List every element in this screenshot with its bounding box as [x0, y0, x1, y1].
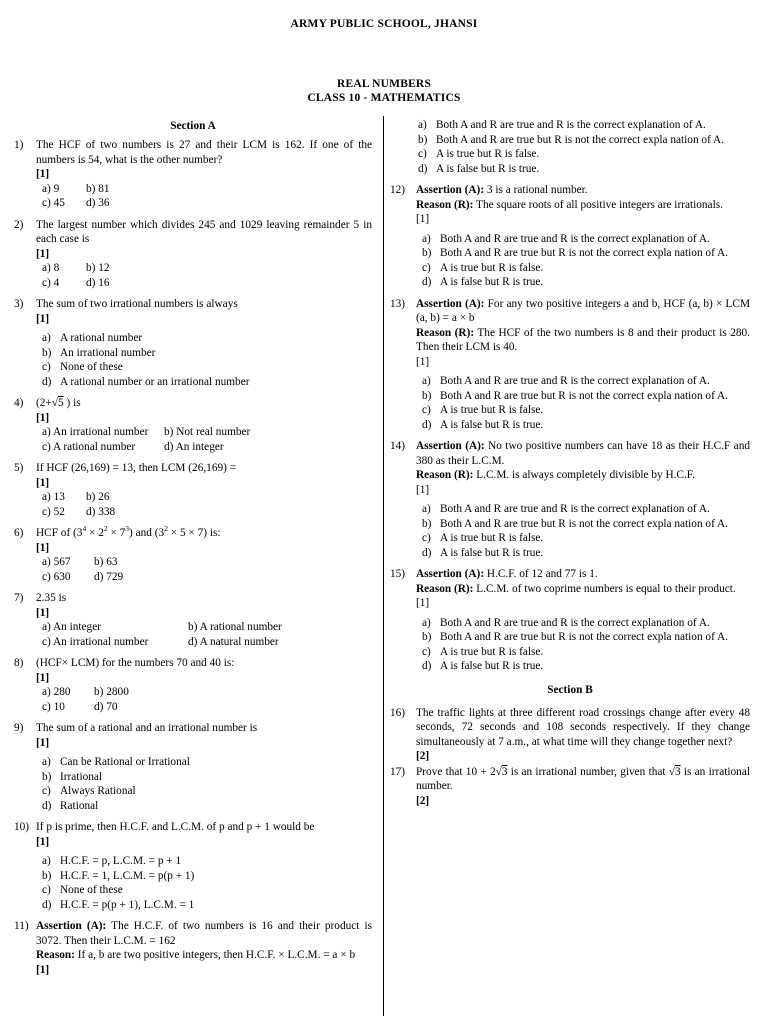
option: 10 [53, 700, 65, 713]
question-6: 6) HCF of $(3^4 \times 2^2 \times 7^3)$ and $(3^2 \times 5 \times 7)$ is: [1] a) 567 b) 63 c) 630 d) 729 [14, 526, 372, 584]
question-12: 12) Assertion (A): 3 is a rational number. Reason (R): The square roots of all positive integers are irrationals. [1] a) Both A and R are true and R is the correct explanation of A. b) Both A and R are true but R is not the correct expla nation of A. c) A is true but R is false. d) A is false but R is true. [390, 183, 750, 290]
option: Both A and R are true but R is not the correct expla nation of A. [440, 517, 729, 530]
reason-text: Reason (R): L.C.M. of two coprime numbers is equal to their product. [416, 582, 736, 595]
option: Both A and R are true but R is not the correct expla nation of A. [440, 389, 729, 402]
question-text: If p is prime, then H.C.F. and L.C.M. of p and p + 1 would be [36, 821, 315, 833]
option: Not real number [176, 426, 251, 438]
option: 338 [98, 505, 116, 518]
question-number: 15) [390, 568, 406, 580]
marks: [1] [36, 476, 50, 489]
question-number: 17) [390, 765, 406, 778]
option: An irrational number [60, 346, 156, 359]
marks: [1] [36, 168, 50, 180]
question-number: 14) [390, 440, 406, 452]
option: A is true but R is false. [440, 261, 544, 274]
marks: [1] [36, 411, 50, 424]
option: 8 [53, 262, 60, 274]
option: 630 [53, 570, 71, 583]
marks: [1] [36, 606, 50, 619]
option: H.C.F. = p(p + 1), L.C.M. = 1 [60, 898, 195, 911]
question-text: Prove that 10 + 2√3 is an irrational number, given that √3 is an irrational number. [416, 765, 750, 792]
option: A is true but R is false. [436, 148, 540, 160]
option: 12 [98, 262, 110, 274]
option: 36 [98, 197, 110, 209]
left-column [14, 118, 372, 984]
option: 63 [106, 556, 118, 568]
section-b-heading: Section B [547, 683, 593, 696]
option: 567 [53, 556, 71, 568]
option: A is false but R is true. [440, 546, 544, 559]
question-number: 7) [14, 592, 24, 604]
question-text: HCF of $(3^4 \times 2^2 \times 7^3)$ and $(3^2 \times 5 \times 7)$ is: [36, 524, 221, 539]
marks: [1] [416, 483, 430, 496]
marks: [1] [36, 671, 50, 684]
option: A is false but R is true. [440, 276, 544, 288]
option: Both A and R are true but R is not the correct expla nation of A. [436, 133, 725, 146]
question-11-options: a) Both A and R are true and R is the correct explanation of A. b) Both A and R are true but R is not the correct expla nation of A. c) A is true but R is false. d) A is false but R is true. [418, 119, 725, 175]
reason-text: Reason (R): The square roots of all positive integers are irrationals. [416, 198, 723, 211]
option: A is true but R is false. [440, 404, 544, 416]
option: An integer [52, 621, 101, 633]
question-text: (2+√5 ) is [36, 397, 81, 409]
question-number: 8) [14, 657, 24, 669]
option: A rational number [199, 621, 282, 633]
assertion-text: Assertion (A): No two positive numbers can have 18 as their H.C.F and 380 as their L.C.M. [416, 440, 750, 467]
question-10: 10) If p is prime, then H.C.F. and L.C.M. of p and p + 1 would be [1] a) H.C.F. = p, L.C.M. = p + 1 b) H.C.F. = 1, L.C.M. = p(p + 1) c) None of these d) H.C.F. = p(p + 1), L.C.M. = 1 [14, 820, 372, 912]
marks: [2] [416, 750, 430, 762]
section-a-heading: Section A [170, 120, 216, 132]
question-7: 7) 2.35 is [1] a) An integer b) A rational number c) An irrational number d) A natural number [14, 591, 372, 649]
option: 16 [98, 276, 110, 289]
question-number: 10) [14, 821, 30, 833]
option: A is true but R is false. [440, 645, 544, 658]
question-text: The sum of two irrational numbers is always [36, 298, 238, 310]
question-number: 1) [14, 139, 24, 151]
option: 45 [53, 197, 65, 209]
option: An integer [175, 440, 224, 453]
option: A is true but R is false. [440, 532, 544, 544]
marks: [2] [416, 794, 430, 807]
marks: [1] [36, 835, 50, 848]
option: A is false but R is true. [440, 660, 544, 672]
question-9: 9) The sum of a rational and an irrational number is [1] a) Can be Rational or Irrational b) Irrational c) Always Rational d) Rational [14, 721, 372, 813]
question-text: (HCF× LCM) for the numbers 70 and 40 is: [36, 657, 235, 669]
assertion-text: Assertion (A): The H.C.F. of two numbers is 16 and their product is 3072. Then their L.C.M. = 162 [36, 920, 372, 947]
marks: [1] [36, 541, 50, 554]
option: 70 [106, 700, 118, 713]
question-number: 11) [14, 920, 29, 932]
reason-text: Reason (R): The HCF of the two numbers is 8 and their product is 280. Then their LCM is 40. [416, 326, 750, 353]
option: H.C.F. = 1, L.C.M. = p(p + 1) [60, 869, 195, 882]
question-number: 12) [390, 184, 406, 196]
option: Rational [60, 799, 99, 812]
column-divider [383, 116, 384, 1016]
marks: [1] [416, 597, 430, 609]
option: None of these [60, 361, 123, 373]
marks: [1] [416, 213, 430, 225]
option: Both A and R are true and R is the correct explanation of A. [440, 232, 710, 245]
option: H.C.F. = p, L.C.M. = p + 1 [60, 855, 182, 867]
option: Both A and R are true and R is the correct explanation of A. [440, 616, 710, 629]
option: 9 [53, 182, 60, 195]
marks: [1] [36, 312, 50, 325]
question-number: 16) [390, 706, 406, 719]
reason-text: Reason: If a, b are two positive integers, then H.C.F. × L.C.M. = a × b [36, 949, 356, 961]
question-15: 15) Assertion (A): H.C.F. of 12 and 77 is 1. Reason (R): L.C.M. of two coprime numbers is equal to their product. [1] a) Both A and R are true and R is the correct explanation of A. b) Both A and R are true but R is not the correct expla nation of A. c) A is true but R is false. d) A is false but R is true. [390, 567, 750, 674]
option: An irrational number [52, 635, 149, 648]
option: A rational number [52, 440, 136, 453]
question-number: 6) [14, 527, 24, 539]
assertion-text: Assertion (A): H.C.F. of 12 and 77 is 1. [416, 568, 598, 580]
question-2: 2) The largest number which divides 245 and 1029 leaving remainder 5 in each case is [1] a) 8 b) 12 c) 4 d) 16 [14, 218, 372, 289]
document-subtitle: CLASS 10 - MATHEMATICS [307, 92, 461, 104]
option: A rational number or an irrational number [60, 375, 250, 388]
option: A is false but R is true. [440, 418, 544, 431]
option: 26 [98, 491, 110, 503]
marks: [1] [36, 736, 50, 749]
option: 2800 [106, 686, 129, 698]
question-text: The largest number which divides 245 and 1029 leaving remainder 5 in each case is [36, 218, 372, 245]
question-8: 8) (HCF× LCM) for the numbers 70 and 40 is: [1] a) 280 b) 2800 c) 10 d) 70 [14, 656, 372, 714]
option: Both A and R are true and R is the correct explanation of A. [440, 375, 710, 387]
question-14: 14) Assertion (A): No two positive numbers can have 18 as their H.C.F and 380 as their L.C.M. Reason (R): L.C.M. is always completely divisible by H.C.F. [1] a) Both A and R are true and R is the correct explanation of A. b) Both A and R are true but R is not the correct expla nation of A. c) A is true but R is false. d) A is false but R is true. [390, 440, 750, 559]
question-text: The traffic lights at three different road crossings change after every 48 seconds, 72 seconds and 108 seconds respectively. If they change simultaneously at 7 a.m., at what time will they change together next? [416, 706, 750, 748]
option: 81 [98, 182, 110, 195]
question-13: 13) Assertion (A): For any two positive integers a and b, HCF (a, b) × LCM (a, b) = a × b Reason (R): The HCF of the two numbers is 8 and their product is 280. Then their LCM is 40. [1] a) Both A and R are true and R is the correct explanation of A. b) Both A and R are true but R is not the correct expla nation of A. c) A is true but R is false. d) A is false but R is true. [390, 297, 750, 431]
option: Both A and R are true but R is not the correct expla nation of A. [440, 631, 729, 643]
question-text: The HCF of two numbers is 27 and their LCM is 162. If one of the numbers is 54, what is the other number? [36, 139, 372, 166]
question-number: 2) [14, 218, 24, 231]
option: 13 [53, 491, 65, 503]
reason-text: Reason (R): L.C.M. is always completely divisible by H.C.F. [416, 469, 695, 481]
question-16 [390, 706, 750, 764]
option: None of these [60, 884, 123, 896]
question-number: 4) [14, 397, 24, 409]
question-17 [390, 765, 750, 809]
question-4: 4) (2+√5 ) is [1] a) An irrational number b) Not real number c) A rational number d) An integer [14, 396, 372, 454]
option: Both A and R are true and R is the correct explanation of A. [436, 119, 706, 131]
question-number: 9) [14, 722, 24, 734]
question-3: 3) The sum of two irrational numbers is always [1] a) A rational number b) An irrational number c) None of these d) A rational number or an irrational number [14, 297, 372, 389]
question-1: 1) The HCF of two numbers is 27 and their LCM is 162. If one of the numbers is 54, what is the other number? [1] a) 9 b) 81 c) 45 d) 36 [14, 139, 372, 209]
option: Irrational [60, 770, 103, 783]
option: 280 [53, 686, 71, 698]
option: 4 [53, 276, 60, 289]
question-number: 13) [390, 297, 406, 310]
question-5: 5) If HCF (26,169) = 13, then LCM (26,169) = [1] a) 13 b) 26 c) 52 d) 338 [14, 461, 372, 519]
question-number: 3) [14, 298, 24, 310]
question-number: 5) [14, 462, 24, 474]
document-title: REAL NUMBERS [336, 78, 432, 90]
option: A rational number [60, 332, 143, 344]
option: Both A and R are true and R is the correct explanation of A. [440, 503, 710, 515]
option: An irrational number [52, 426, 149, 438]
right-column [390, 118, 750, 815]
option: 52 [53, 505, 65, 518]
question-11 [14, 919, 372, 977]
school-name: ARMY PUBLIC SCHOOL, JHANSI [290, 18, 478, 30]
option: Always Rational [60, 785, 136, 797]
assertion-text: Assertion (A): For any two positive integers a and b, HCF (a, b) × LCM (a, b) = a × b [416, 297, 750, 324]
option: A natural number [199, 635, 279, 648]
marks: [1] [416, 355, 430, 368]
option: Both A and R are true but R is not the correct expla nation of A. [440, 247, 729, 259]
option: 729 [106, 570, 124, 583]
option: Can be Rational or Irrational [60, 756, 190, 768]
assertion-text: Assertion (A): 3 is a rational number. [416, 184, 588, 196]
marks: [1] [36, 247, 50, 260]
option: A is false but R is true. [436, 162, 540, 175]
question-text: 2.35 is [36, 592, 67, 604]
question-text: The sum of a rational and an irrational number is [36, 722, 258, 734]
question-text: If HCF (26,169) = 13, then LCM (26,169) = [36, 462, 237, 474]
marks: [1] [36, 963, 50, 976]
